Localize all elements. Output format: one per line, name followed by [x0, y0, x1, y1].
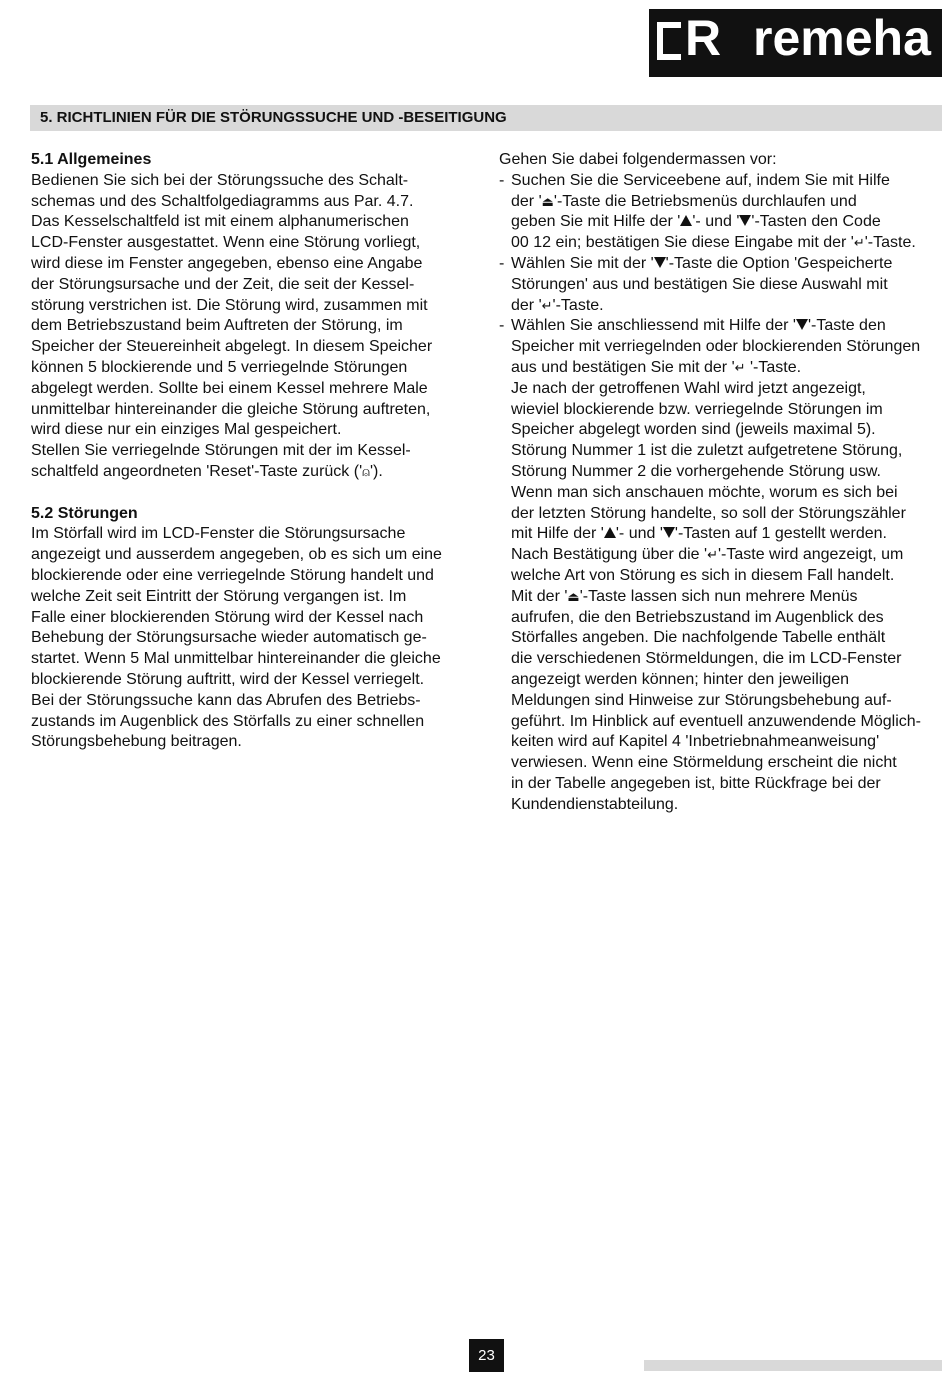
- text-line: Im Störfall wird im LCD-Fenster die Störungsursache: [31, 525, 406, 543]
- text-line: Falle einer blockierenden Störung wird der Kessel nach: [31, 608, 424, 626]
- text-line: störung verstrichen ist. Die Störung wird, zusammen mit: [31, 296, 428, 314]
- text-fragment: Mit der ': [511, 587, 568, 605]
- text-line: Je nach der getroffenen Wahl wird jetzt angezeigt,: [511, 379, 866, 397]
- text-fragment: schaltfeld angeordneten 'Reset'-Taste zurück (': [31, 462, 363, 480]
- mode-key-icon: ⏏: [541, 193, 554, 209]
- text-fragment: '-Taste wird angezeigt, um: [717, 546, 904, 564]
- paragraph-allgemeines: [31, 171, 486, 462]
- text-line: welche Zeit seit Eintritt der Störung vergangen ist. Im: [31, 587, 407, 605]
- logo-text: remeha: [753, 10, 931, 66]
- text-line: [511, 587, 944, 608]
- heading-stoerungen: 5.2 Störungen: [31, 504, 138, 522]
- text-fragment: '-Tasten auf 1 gestellt werden.: [674, 525, 887, 543]
- text-line: LCD-Fenster ausgestattet. Wenn eine Störung vorliegt,: [31, 234, 421, 252]
- text-line: [511, 358, 944, 379]
- text-fragment: '- und ': [615, 525, 663, 543]
- heading-allgemeines: 5.1 Allgemeines: [31, 151, 152, 168]
- text-line: die verschiedenen Störmeldungen, die im LCD-Fenster: [511, 650, 902, 668]
- text-line: [511, 254, 944, 275]
- text-line: [511, 192, 944, 213]
- text-line: [511, 545, 944, 566]
- dash-bullet: -: [499, 171, 505, 189]
- right-column: [499, 150, 944, 816]
- text-fragment: 00 12 ein; bestätigen Sie diese Eingabe mit der ': [511, 234, 854, 252]
- text-line: Störungen' aus und bestätigen Sie diese Auswahl mit: [511, 275, 888, 293]
- text-line: Bei der Störungssuche kann das Abrufen des Betriebs-: [31, 691, 421, 709]
- text-fragment: '- und ': [692, 213, 740, 231]
- logo-mark-icon: [657, 22, 681, 60]
- down-arrow-icon: [663, 527, 675, 538]
- text-line: startet. Wenn 5 Mal unmittelbar hintereinander die gleiche: [31, 650, 441, 668]
- text-line: [511, 296, 944, 317]
- down-arrow-icon: [796, 319, 808, 330]
- enter-key-icon: ↵: [541, 297, 553, 313]
- text-fragment: '-Taste lassen sich nun mehrere Menüs: [579, 587, 858, 605]
- text-line: abgelegt werden. Sollte bei einem Kessel mehrere Male: [31, 379, 428, 397]
- text-line: Suchen Sie die Serviceebene auf, indem Sie mit Hilfe: [511, 171, 890, 189]
- text-line: Das Kesselschaltfeld ist mit einem alphanumerischen: [31, 213, 409, 231]
- text-line: Behebung der Störungsursache wieder automatisch ge-: [31, 629, 427, 647]
- procedure-step-2: [499, 254, 944, 316]
- mode-key-icon: ⏏: [567, 588, 580, 604]
- text-line: der Störungsursache und der Zeit, die seit der Kessel-: [31, 275, 415, 293]
- text-fragment: '-Taste.: [745, 358, 802, 376]
- text-line: blockierende Störung auftritt, wird der Kessel verriegelt.: [31, 670, 425, 688]
- text-fragment: '-Taste.: [864, 234, 916, 252]
- text-fragment: geben Sie mit Hilfe der ': [511, 213, 681, 231]
- enter-key-icon: ↵: [853, 235, 865, 251]
- text-line: in der Tabelle angegeben ist, bitte Rückfrage bei der: [511, 774, 881, 792]
- text-line: wird diese im Fenster angegeben, ebenso eine Angabe: [31, 254, 423, 272]
- enter-key-icon: ↵: [707, 547, 718, 563]
- left-column: [31, 150, 486, 753]
- procedure-step-3: [499, 316, 944, 815]
- text-line: angezeigt werden können; hinter den jeweiligen: [511, 670, 850, 688]
- remeha-logo: [649, 9, 942, 77]
- text-fragment: '-Taste.: [552, 296, 604, 314]
- page-number: 23: [469, 1339, 504, 1372]
- text-line: aufrufen, die den Betriebszustand im Augenblick des: [511, 608, 884, 626]
- procedure-step-1: [499, 171, 944, 254]
- text-line: Stellen Sie verriegelnde Störungen mit der im Kessel-: [31, 442, 411, 460]
- text-line: wird diese nur ein einziges Mal gespeichert.: [31, 421, 342, 439]
- text-line: keiten wird auf Kapitel 4 'Inbetriebnahmeanweisung': [511, 733, 880, 751]
- text-line: Störungsbehebung beitragen.: [31, 733, 242, 751]
- text-line: Störung Nummer 1 ist die zuletzt aufgetretene Störung,: [511, 442, 903, 460]
- text-line: Speicher mit verriegelnden oder blockierenden Störungen: [511, 338, 921, 356]
- text-line: Störfalles angeben. Die nachfolgende Tabelle enthält: [511, 629, 886, 647]
- text-fragment: '-Taste die Option 'Gespeicherte: [665, 254, 893, 272]
- text-fragment: '-Tasten den Code: [751, 213, 881, 231]
- text-fragment: '-Taste die Betriebsmenüs durchlaufen und: [553, 192, 857, 210]
- text-fragment: Nach Bestätigung über die ': [511, 546, 708, 564]
- text-fragment: aus und bestätigen Sie mit der ': [511, 358, 735, 376]
- text-line: Störung Nummer 2 die vorhergehende Störung usw.: [511, 462, 881, 480]
- text-line: blockierende oder eine verriegelnde Störung handelt und: [31, 566, 434, 584]
- text-line: können 5 blockierende und 5 verriegelnde Störungen: [31, 358, 408, 376]
- text-line: welche Art von Störung es sich in diesem Fall handelt.: [511, 566, 895, 584]
- text-fragment: der ': [511, 192, 542, 210]
- paragraph-stoerungen: [31, 524, 486, 753]
- text-line: [511, 212, 944, 233]
- dash-bullet: -: [499, 254, 505, 272]
- footer-bar: [644, 1360, 942, 1371]
- reset-key-icon: ⍝: [362, 463, 370, 479]
- text-line: [511, 316, 944, 337]
- text-line: dem Betriebszustand beim Auftreten der Störung, im: [31, 317, 403, 335]
- dash-bullet: -: [499, 317, 505, 335]
- text-line: verwiesen. Wenn eine Störmeldung erscheint die nicht: [511, 754, 897, 772]
- text-fragment: mit Hilfe der ': [511, 525, 604, 543]
- text-line: Bedienen Sie sich bei der Störungssuche des Schalt-: [31, 171, 409, 189]
- enter-key-icon: ↵: [734, 359, 746, 375]
- text-line: zustands im Augenblick des Störfalls zu einer schnellen: [31, 712, 425, 730]
- text-line: Wenn man sich anschauen möchte, worum es sich bei: [511, 483, 898, 501]
- up-arrow-icon: [680, 215, 692, 226]
- text-line: Speicher der Steuereinheit abgelegt. In diesem Speicher: [31, 338, 433, 356]
- text-line: [511, 524, 944, 545]
- text-fragment: Wählen Sie anschliessend mit Hilfe der ': [511, 317, 796, 335]
- text-fragment: der ': [511, 296, 542, 314]
- text-line: der letzten Störung handelte, so soll der Störungszähler: [511, 504, 906, 522]
- text-line: wieviel blockierende bzw. verriegelnde Störungen im: [511, 400, 883, 418]
- procedure-intro: Gehen Sie dabei folgendermassen vor:: [499, 151, 777, 168]
- text-line: schemas und des Schaltfolgediagramms aus Par. 4.7.: [31, 192, 414, 210]
- text-line: angezeigt und ausserdem angegeben, ob es sich um eine: [31, 546, 442, 564]
- text-fragment: '-Taste den: [807, 317, 886, 335]
- text-line: Meldungen sind Hinweise zur Störungsbehebung auf-: [511, 691, 892, 709]
- procedure-step-3-continued: [511, 608, 944, 816]
- text-line: Speicher abgelegt worden sind (jeweils maximal 5).: [511, 421, 876, 439]
- logo-mark-letter: R: [685, 10, 722, 66]
- text-line: [511, 233, 944, 254]
- paragraph-line: [31, 462, 486, 483]
- down-arrow-icon: [739, 215, 751, 226]
- text-line: Kundendienstabteilung.: [511, 795, 679, 813]
- text-line: geführt. Im Hinblick auf eventuell anzuwendende Möglich-: [511, 712, 922, 730]
- text-line: unmittelbar hintereinander die gleiche Störung auftreten,: [31, 400, 431, 418]
- down-arrow-icon: [654, 257, 666, 268]
- section-header-bar: [30, 105, 942, 131]
- section-title: 5. RICHTLINIEN FÜR DIE STÖRUNGSSUCHE UND -BESEITIGUNG: [40, 109, 507, 126]
- text-fragment: Wählen Sie mit der ': [511, 254, 654, 272]
- text-fragment: ').: [369, 462, 383, 480]
- up-arrow-icon: [604, 527, 616, 538]
